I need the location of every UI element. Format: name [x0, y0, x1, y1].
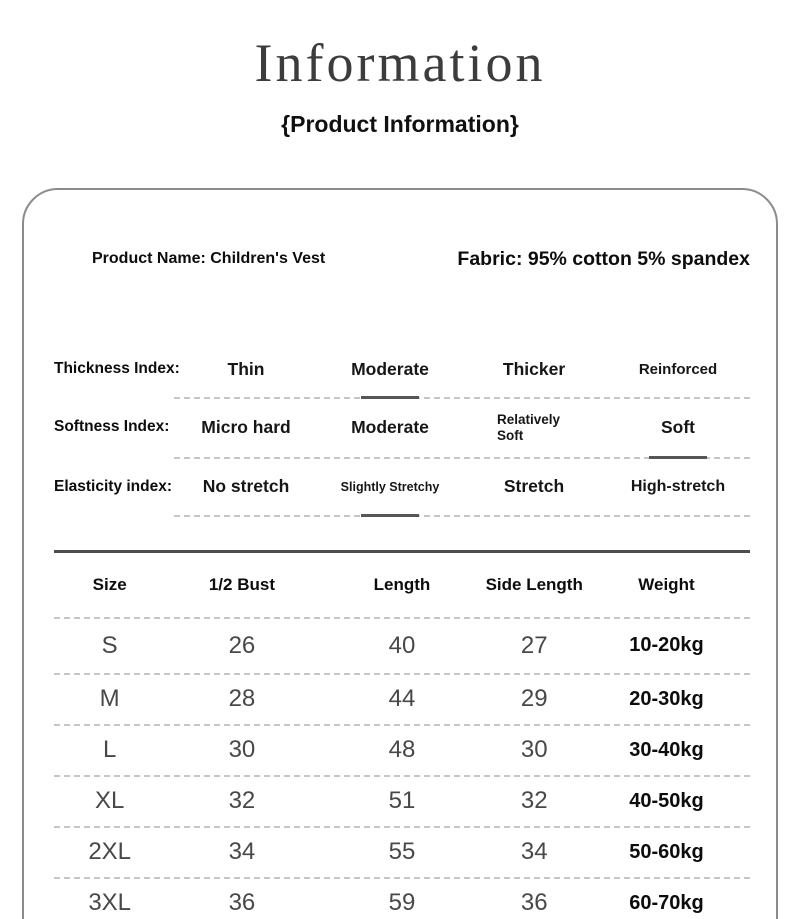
elasticity-options	[174, 472, 750, 517]
cell-weight: 30-40kg	[629, 738, 704, 761]
softness-option-soft: Soft	[660, 417, 696, 438]
cell-size: XL	[95, 787, 125, 815]
thickness-options	[174, 354, 750, 399]
selected-indicator	[361, 396, 419, 399]
thickness-option-thicker: Thicker	[502, 358, 566, 379]
elasticity-option-high-stretch: High-stretch	[630, 477, 726, 495]
elasticity-option-stretch: Stretch	[503, 476, 565, 497]
table-row-s	[54, 619, 750, 675]
cell-length: 48	[388, 736, 416, 764]
selected-indicator	[649, 456, 707, 459]
table-row-l	[54, 726, 750, 777]
cell-length: 44	[388, 685, 416, 713]
cell-length: 55	[388, 838, 416, 866]
elasticity-index-row	[54, 472, 750, 517]
fabric-info: Fabric: 95% cotton 5% spandex	[457, 247, 750, 270]
cell-bust: 32	[228, 787, 256, 815]
cell-weight: 10-20kg	[629, 634, 704, 657]
product-info-card	[22, 188, 778, 919]
cell-side-length: 30	[520, 736, 548, 764]
softness-option-micro-hard: Micro hard	[201, 417, 291, 438]
cell-length: 40	[388, 631, 416, 659]
product-header-row	[54, 246, 750, 272]
cell-side-length: 34	[520, 838, 548, 866]
softness-index-label: Softness Index:	[54, 418, 170, 435]
cell-weight: 60-70kg	[629, 891, 704, 914]
table-row-3xl	[54, 879, 750, 919]
product-information-page	[0, 32, 800, 919]
softness-option-moderate: Moderate	[351, 417, 429, 438]
cell-bust: 36	[228, 889, 256, 917]
softness-option-relatively-soft: Relatively Soft	[497, 412, 561, 443]
selected-indicator	[361, 514, 419, 517]
cell-size: M	[99, 685, 120, 713]
elasticity-option-slightly-stretchy: Slightly Stretchy	[340, 479, 440, 494]
size-table-header	[54, 553, 750, 619]
table-row-2xl	[54, 828, 750, 879]
cell-weight: 50-60kg	[629, 840, 704, 863]
elasticity-index-label: Elasticity index:	[54, 477, 173, 495]
header-length: Length	[373, 574, 431, 594]
cell-weight: 20-30kg	[629, 687, 704, 710]
cell-bust: 30	[228, 736, 256, 764]
thickness-option-reinforced: Reinforced	[638, 360, 718, 378]
cell-length: 59	[388, 889, 416, 917]
softness-options	[174, 412, 750, 459]
header-size: Size	[92, 574, 127, 594]
cell-bust: 34	[228, 838, 256, 866]
cell-size: 2XL	[88, 838, 132, 866]
thickness-index-row	[54, 354, 750, 399]
cell-side-length: 32	[520, 787, 548, 815]
cell-side-length: 29	[520, 685, 548, 713]
elasticity-option-no-stretch: No stretch	[202, 476, 290, 497]
thickness-index-label: Thickness Index:	[54, 360, 180, 377]
header-side-length: Side Length	[485, 574, 583, 594]
index-section	[54, 354, 750, 517]
size-table	[54, 553, 750, 919]
cell-bust: 28	[228, 685, 256, 713]
cell-weight: 40-50kg	[629, 789, 704, 812]
cell-size: S	[101, 631, 118, 659]
softness-index-row	[54, 412, 750, 459]
cell-side-length: 27	[520, 631, 548, 659]
header-half-bust: 1/2 Bust	[208, 574, 275, 594]
cell-bust: 26	[228, 631, 256, 659]
thickness-option-thin: Thin	[227, 358, 265, 379]
table-row-xl	[54, 777, 750, 828]
table-row-m	[54, 675, 750, 726]
header-weight: Weight	[638, 574, 695, 594]
page-title: Information	[254, 33, 546, 93]
page-subtitle: {Product Information}	[281, 111, 519, 137]
cell-side-length: 36	[520, 889, 548, 917]
thickness-option-moderate: Moderate	[351, 358, 429, 379]
cell-size: L	[103, 736, 117, 764]
cell-size: 3XL	[88, 889, 132, 917]
cell-length: 51	[388, 787, 416, 815]
product-name: Product Name: Children's Vest	[92, 250, 326, 267]
